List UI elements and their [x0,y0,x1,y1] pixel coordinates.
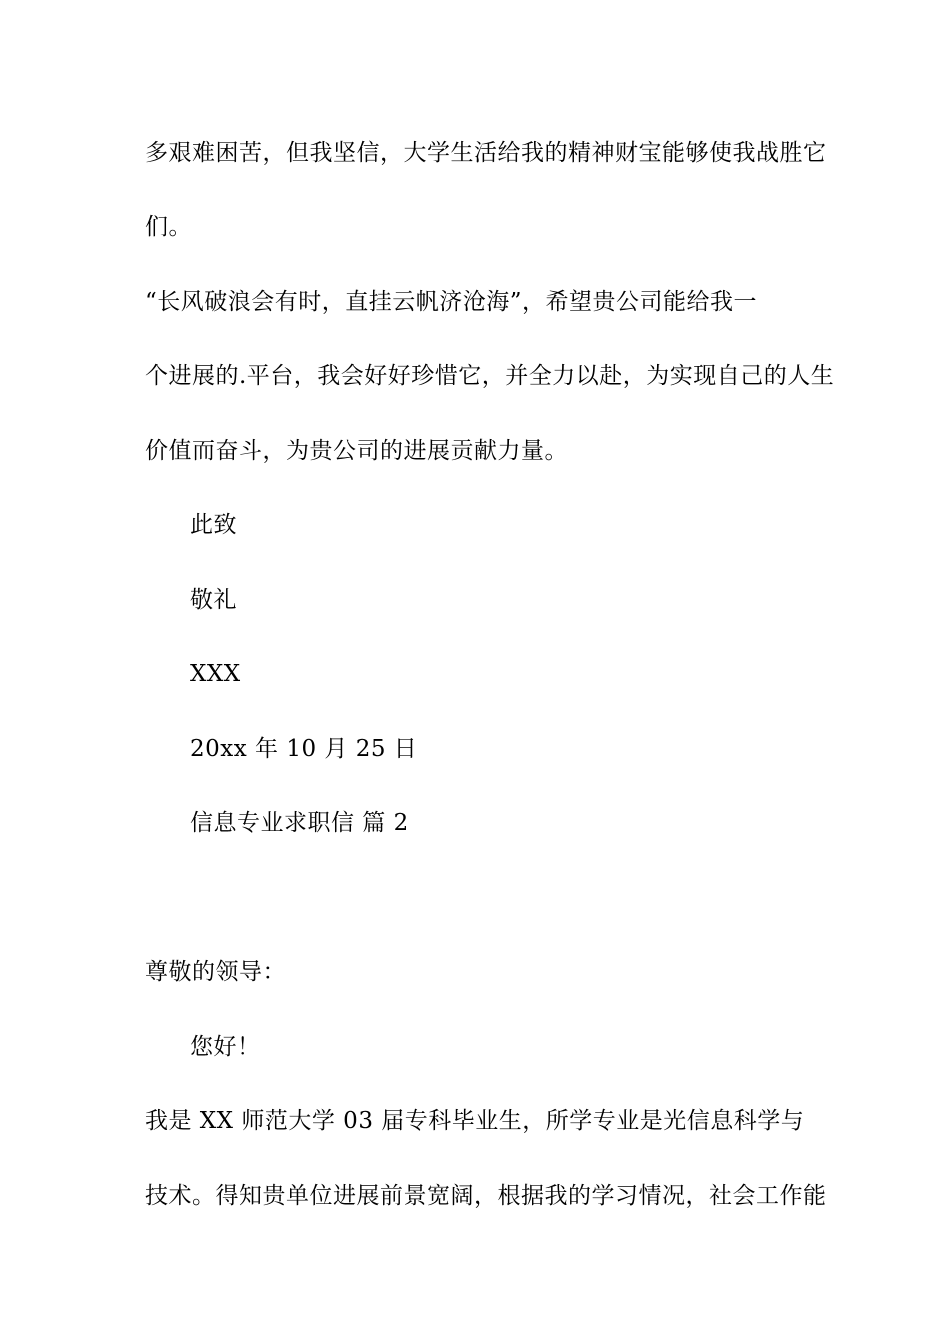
paragraph-line: 个进展的.平台，我会好好珍惜它，并全力以赴，为实现自己的人生 [145,363,835,389]
signature-name: XXX [190,661,241,687]
paragraph-line: 技术。得知贵单位进展前景宽阔，根据我的学习情况，社会工作能 [145,1183,827,1209]
greeting: 尊敬的领导： [145,959,286,985]
section-heading: 信息专业求职信 篇 2 [190,810,409,836]
paragraph-line: “长风破浪会有时，直挂云帆济沧海”，希望贵公司能给我一 [145,289,758,315]
closing-regards: 敬礼 [190,587,237,613]
greeting-hello: 您好！ [190,1034,261,1060]
letter-date: 20xx 年 10 月 25 日 [190,736,418,762]
paragraph-line: 价值而奋斗，为贵公司的进展贡献力量。 [145,438,568,464]
paragraph-line: 们。 [145,214,192,240]
paragraph-line: 我是 XX 师范大学 03 届专科毕业生，所学专业是光信息科学与 [145,1108,805,1134]
closing-salutation: 此致 [190,512,237,538]
paragraph-line: 多艰难困苦，但我坚信，大学生活给我的精神财宝能够使我战胜它 [145,140,827,166]
